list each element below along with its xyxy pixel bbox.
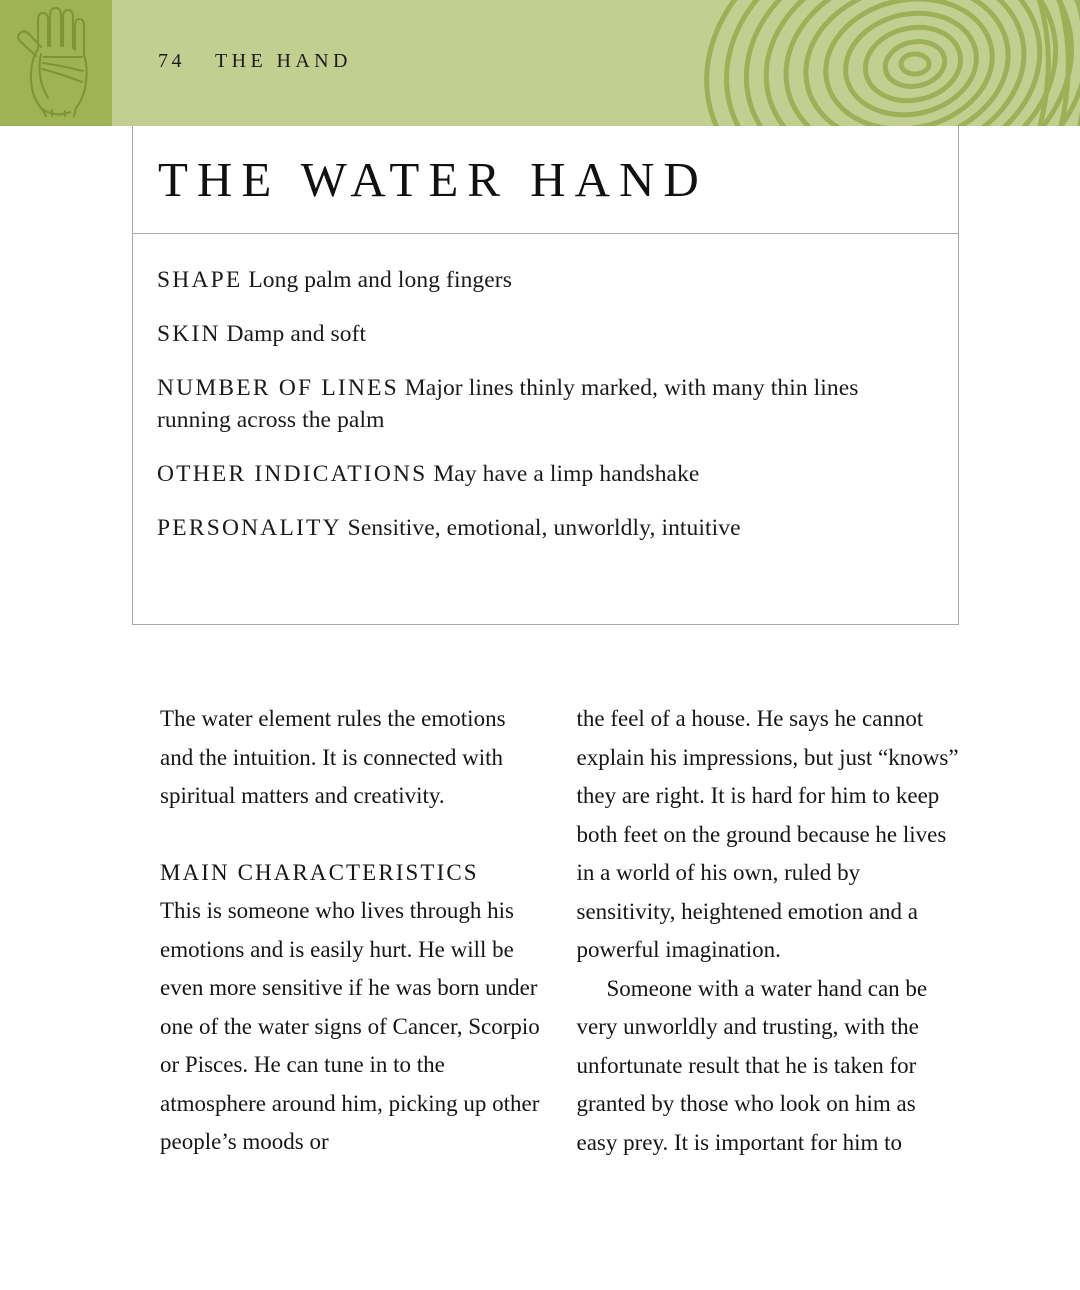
body-text-columns <box>160 700 960 1162</box>
spec-row <box>157 372 930 436</box>
spec-label: NUMBER OF LINES <box>157 375 399 401</box>
section-subheading: MAIN CHARACTERISTICS <box>160 859 479 885</box>
spec-list <box>133 234 958 544</box>
spec-label: OTHER INDICATIONS <box>157 461 428 487</box>
spec-label: SKIN <box>157 321 221 347</box>
main-characteristics-paragraph: This is someone who lives through his emotions and is easily hurt. He will be even more sensitive if he was born under one of the water signs of Cancer, Scorpio or Pisces. He can tune in to the atmosphere around him, picking up other people’s moods or <box>160 898 540 1154</box>
spec-row <box>157 318 930 350</box>
spec-label: PERSONALITY <box>157 515 342 541</box>
spec-row <box>157 458 930 490</box>
left-column <box>160 700 544 1162</box>
running-head <box>158 50 352 73</box>
page-title: THE WATER HAND <box>158 152 708 207</box>
spec-value: May have a limp handshake <box>433 461 700 487</box>
right-column <box>577 700 961 1162</box>
second-paragraph: Someone with a water hand can be very unworldly and trusting, with the unfortunate result that he is taken for granted by those who look on him as easy prey. It is important for him to <box>576 975 928 1155</box>
spec-row <box>157 264 930 296</box>
running-head-title: THE HAND <box>215 50 352 72</box>
page-header-banner <box>0 0 1080 126</box>
spec-label: SHAPE <box>157 267 243 293</box>
spec-value: Damp and soft <box>226 321 367 347</box>
continued-paragraph: the feel of a house. He says he cannot explain his impressions, but just “knows” they are right. It is hard for him to keep both feet on the ground because he lives in a world of his own, ruled by sensitivity, heightened emotion and a powerful imagination. <box>576 706 959 962</box>
open-hand-icon <box>8 6 104 118</box>
intro-paragraph: The water element rules the emotions and the intuition. It is connected with spiritual matters and creativity. <box>160 706 506 808</box>
spec-box-title-zone <box>133 126 958 234</box>
page-number: 74 <box>158 50 185 72</box>
spec-value: Sensitive, emotional, unworldly, intuitive <box>347 515 741 541</box>
spec-row <box>157 512 930 544</box>
hand-badge <box>0 0 112 126</box>
water-hand-spec-box <box>132 126 959 625</box>
fingerprint-whorl-icon <box>680 0 1080 126</box>
spec-value: Major lines thinly marked, with many thin lines running across the palm <box>157 375 859 433</box>
spec-value: Long palm and long fingers <box>248 267 512 293</box>
